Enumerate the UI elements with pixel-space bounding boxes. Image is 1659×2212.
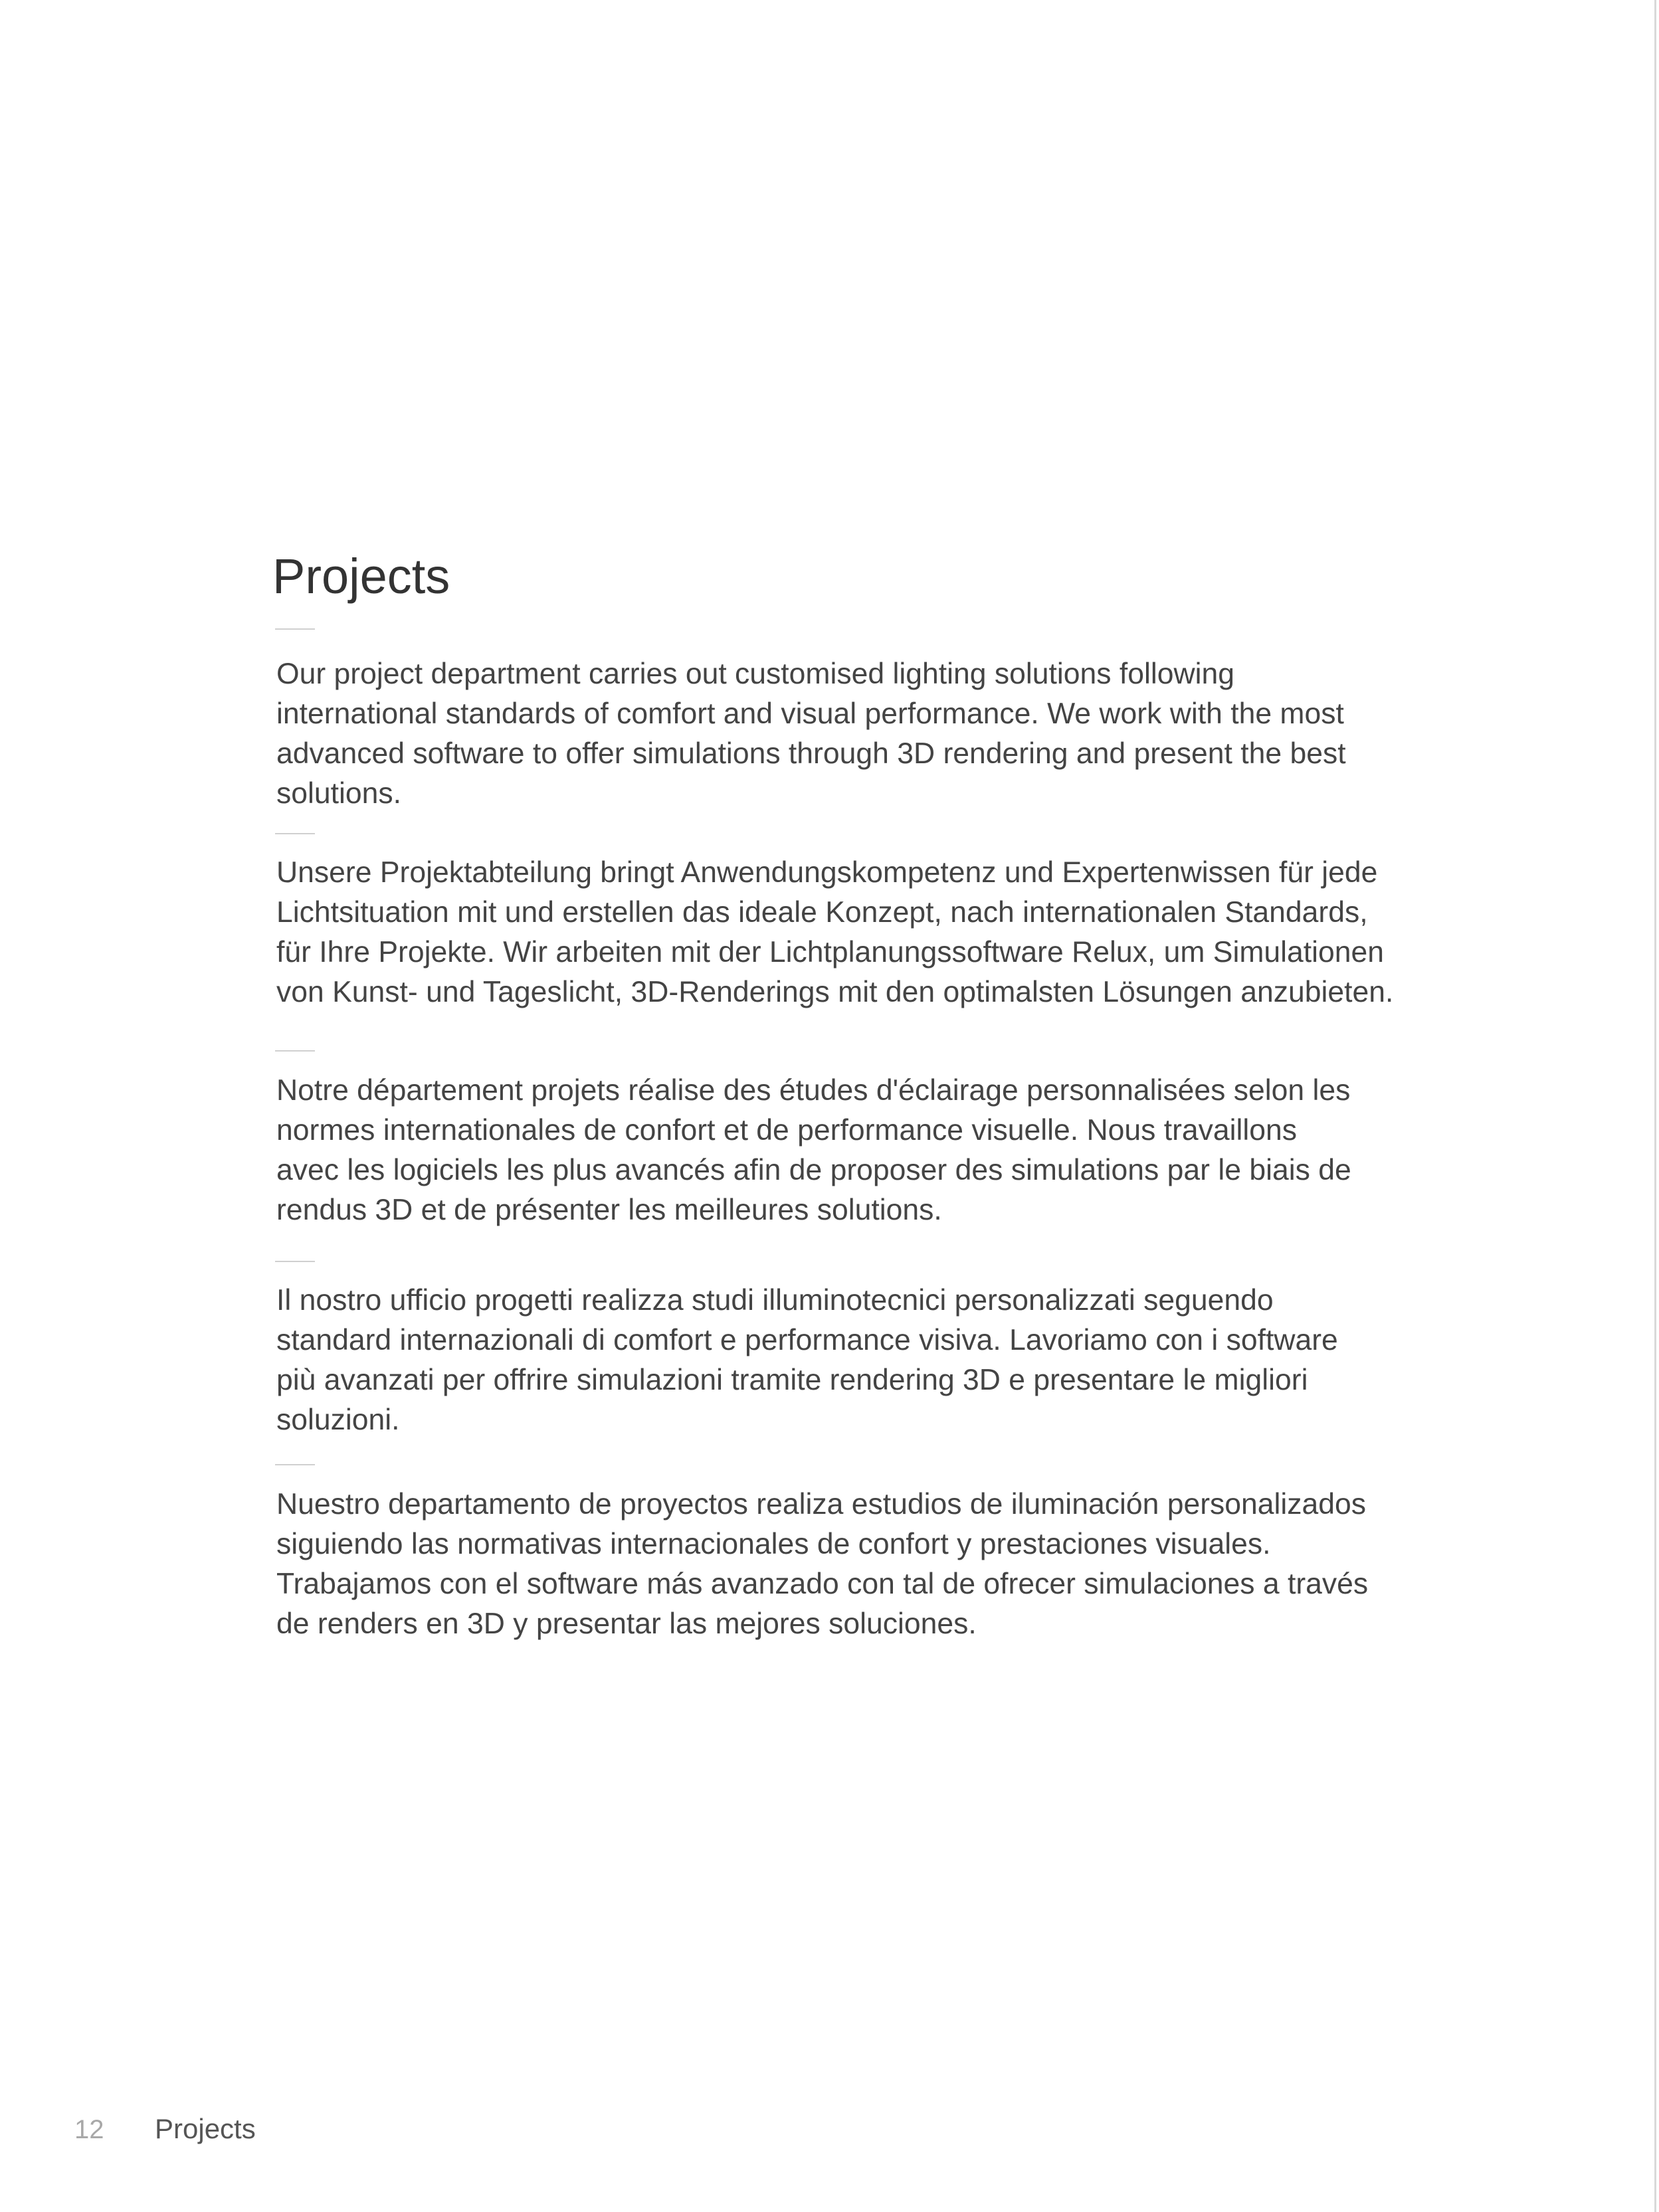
divider-rule [275, 833, 315, 834]
text-line: de renders en 3D y presentar las mejores soluciones. [276, 1608, 977, 1640]
text-line: Trabajamos con el software más avanzado con tal de ofrecer simulaciones a través [276, 1568, 1369, 1600]
text-line: von Kunst- und Tageslicht, 3D-Renderings mit den optimalsten Lösungen anzubieten. [276, 976, 1394, 1008]
text-line: Unsere Projektabteilung bringt Anwendungskompetenz und Expertenwissen für jede [276, 856, 1378, 889]
text-line: Our project department carries out customised lighting solutions following [276, 658, 1235, 690]
page-number: 12 [74, 2115, 104, 2144]
text-line: Il nostro ufficio progetti realizza studi illuminotecnici personalizzati seguendo [276, 1284, 1274, 1317]
page-title: Projects [272, 549, 450, 604]
text-line: für Ihre Projekte. Wir arbeiten mit der Lichtplanungssoftware Relux, um Simulationen [276, 936, 1385, 968]
footer-section-label: Projects [155, 2113, 256, 2144]
paragraph-it [276, 1281, 1406, 1440]
text-line: soluzioni. [276, 1404, 400, 1436]
text-line: Lichtsituation mit und erstellen das ideale Konzept, nach internationalen Standards, [276, 896, 1368, 929]
paragraph-en [276, 654, 1406, 814]
text-line: avec les logiciels les plus avancés afin de proposer des simulations par le biais de [276, 1154, 1351, 1186]
text-line: advanced software to offer simulations through 3D rendering and present the best [276, 737, 1346, 770]
text-line: solutions. [276, 777, 401, 810]
page-edge-divider [1654, 0, 1656, 2212]
text-line: Notre département projets réalise des études d'éclairage personnalisées selon les [276, 1074, 1351, 1107]
text-line: normes internationales de confort et de performance visuelle. Nous travaillons [276, 1114, 1298, 1147]
text-line: siguiendo las normativas internacionales de confort y prestaciones visuales. [276, 1528, 1271, 1560]
paragraph-de [276, 853, 1406, 1012]
divider-rule [275, 1464, 315, 1465]
text-line: international standards of comfort and visual performance. We work with the most [276, 697, 1344, 730]
divider-rule [275, 628, 315, 630]
divider-rule [275, 1261, 315, 1262]
text-line: Nuestro departamento de proyectos realiza estudios de iluminación personalizados [276, 1488, 1367, 1521]
text-line: standard internazionali di comfort e performance visiva. Lavoriamo con i software [276, 1324, 1338, 1356]
text-line: rendus 3D et de présenter les meilleures solutions. [276, 1194, 942, 1226]
divider-rule [275, 1050, 315, 1052]
paragraph-fr [276, 1071, 1406, 1230]
paragraph-es [276, 1485, 1406, 1644]
text-line: più avanzati per offrire simulazioni tramite rendering 3D e presentare le migliori [276, 1364, 1308, 1396]
